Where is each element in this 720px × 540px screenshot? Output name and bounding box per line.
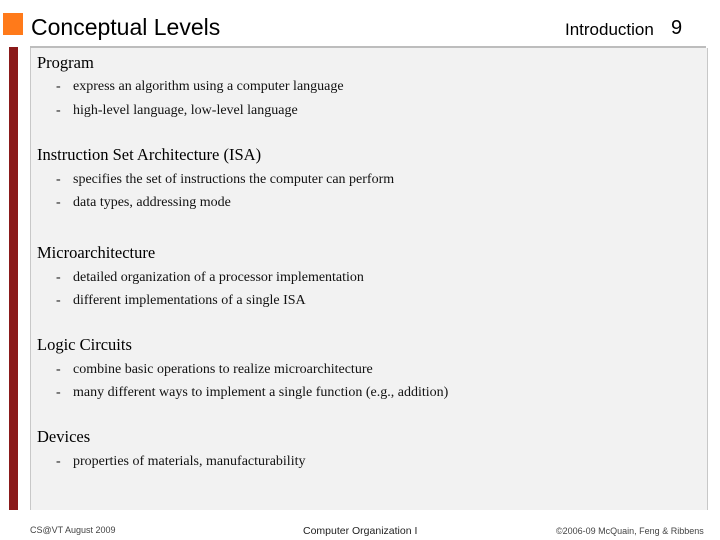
section-name: Introduction [565,20,654,39]
heading-logic-circuits: Logic Circuits [37,335,132,354]
bullet-item: - properties of materials, manufacturability [56,454,306,469]
heading-program: Program [37,53,94,72]
orange-accent-square [3,13,23,35]
heading-devices: Devices [37,427,91,446]
page-number: 9 [671,17,683,39]
footer-right: ©2006-09 McQuain, Feng & Ribbens [556,526,704,536]
bullet-item: - different implementations of a single ISA [56,293,306,308]
footer-center: Computer Organization I [303,525,418,537]
bullet-item: - high-level language, low-level language [56,103,298,118]
bullet-item: - many different ways to implement a single function (e.g., addition) [56,385,449,400]
heading-isa: Instruction Set Architecture (ISA) [37,145,262,164]
heading-microarchitecture: Microarchitecture [37,243,156,262]
bullet-item: - specifies the set of instructions the computer can perform [56,172,395,187]
bullet-item: - combine basic operations to realize microarchitecture [56,362,373,377]
slide-title: Conceptual Levels [31,14,221,40]
bullet-item: - detailed organization of a processor implementation [56,270,364,285]
bullet-item: - data types, addressing mode [56,195,231,210]
bullet-item: - express an algorithm using a computer language [56,79,344,94]
footer-left: CS@VT August 2009 [30,525,116,535]
left-accent-bar [9,47,18,510]
